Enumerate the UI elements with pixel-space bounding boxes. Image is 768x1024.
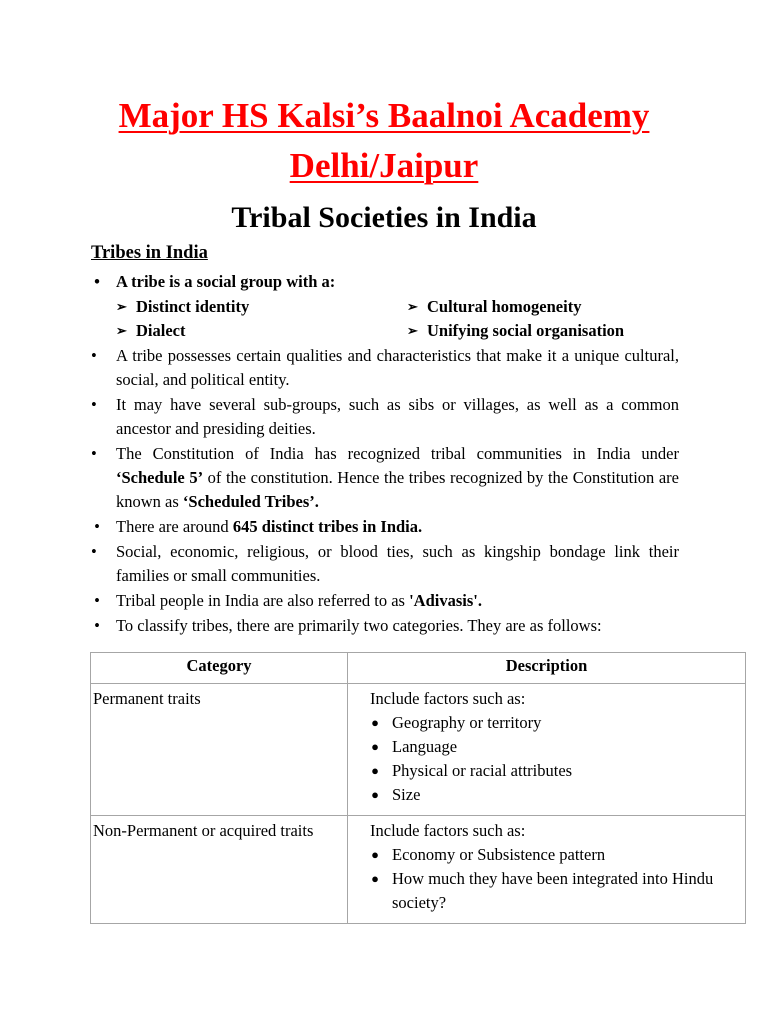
list-item-text: Geography or territory <box>392 713 542 732</box>
bullet-icon: ● <box>371 739 379 754</box>
description-list <box>370 843 743 915</box>
bullet-bold-text: 'Adivasis'. <box>409 591 482 610</box>
document-title: Tribal Societies in India <box>231 201 537 234</box>
list-item-text: How much they have been integrated into Hindu society? <box>392 869 714 912</box>
bullet-bold-text: ‘Scheduled Tribes’. <box>182 492 319 511</box>
bullet-icon: ● <box>371 871 379 886</box>
bullet-text: of the constitution. Hence the tribes recognized by the Constitution are known as <box>116 468 680 511</box>
table-cell-description <box>348 816 746 924</box>
bullet-icon: • <box>91 444 97 463</box>
list-item <box>370 843 743 867</box>
bullet-icon: • <box>91 346 97 365</box>
academy-name: Major HS Kalsi’s Baalnoi Academy <box>118 96 650 135</box>
table-header-row <box>91 653 746 684</box>
bullet-icon: • <box>94 591 100 610</box>
arrow-bullet-icon: ➢ <box>116 323 127 338</box>
list-item <box>370 759 743 783</box>
bullet-bold-text: 645 distinct tribes in India. <box>232 517 423 536</box>
list-item-text: Language <box>392 737 458 756</box>
table-header-description: Description <box>348 653 746 684</box>
list-item-text: Physical or racial attributes <box>392 761 573 780</box>
bullet-text: A tribe possesses certain qualities and characteristics that make it a unique cultural, social, and political entity. <box>116 346 679 389</box>
bullet-icon: • <box>91 395 97 414</box>
table-cell-description <box>348 684 746 816</box>
bullet-icon: • <box>91 542 97 561</box>
table-cell-category: Non-Permanent or acquired traits <box>91 816 348 924</box>
list-item-text: Economy or Subsistence pattern <box>392 845 606 864</box>
tribe-category-table <box>90 652 746 924</box>
sub-bullet-text: Cultural homogeneity <box>427 297 582 316</box>
bullet-item <box>91 589 679 613</box>
bullet-item <box>91 270 679 294</box>
sub-bullet-text: Distinct identity <box>136 297 250 316</box>
bullet-icon: ● <box>371 763 379 778</box>
bullet-text: It may have several sub-groups, such as sibs or villages, as well as a common ancestor and presiding deities. <box>116 395 679 438</box>
table-header-category: Category <box>91 653 348 684</box>
bullet-item <box>91 393 679 441</box>
sub-bullet-text: Dialect <box>136 321 186 340</box>
bullet-icon: • <box>94 517 100 536</box>
description-intro: Include factors such as: <box>370 689 526 708</box>
sub-bullet-item <box>407 319 679 343</box>
arrow-bullet-icon: ➢ <box>116 299 127 314</box>
bullet-item <box>91 614 679 638</box>
list-item <box>370 735 743 759</box>
bullet-list <box>91 270 679 639</box>
table-row <box>91 816 746 924</box>
bullet-text: Social, economic, religious, or blood ties, such as kingship bondage link their families or small communities. <box>116 542 679 585</box>
bullet-text: A tribe is a social group with a: <box>116 272 336 291</box>
sub-bullet-item <box>91 295 407 319</box>
bullet-item <box>91 540 679 588</box>
section-heading: Tribes in India <box>91 243 208 263</box>
sub-bullet-text: Unifying social organisation <box>427 321 625 340</box>
bullet-icon: ● <box>371 847 379 862</box>
table-cell-category: Permanent traits <box>91 684 348 816</box>
sub-bullet-grid <box>91 295 679 343</box>
bullet-icon: ● <box>371 715 379 730</box>
sub-bullet-item <box>91 319 407 343</box>
bullet-bold-text: ‘Schedule 5’ <box>116 468 204 487</box>
bullet-item <box>91 442 679 514</box>
bullet-item <box>91 344 679 392</box>
bullet-icon: ● <box>371 787 379 802</box>
arrow-bullet-icon: ➢ <box>407 299 418 314</box>
bullet-icon: • <box>94 272 100 291</box>
list-item-text: Size <box>392 785 421 804</box>
bullet-icon: • <box>94 616 100 635</box>
description-list <box>370 711 743 807</box>
academy-location: Delhi/Jaipur <box>289 146 479 185</box>
bullet-item <box>91 515 679 539</box>
bullet-text: To classify tribes, there are primarily two categories. They are as follows: <box>116 616 602 635</box>
bullet-text: The Constitution of India has recognized tribal communities in India under <box>116 444 679 463</box>
sub-bullet-item <box>407 295 679 319</box>
arrow-bullet-icon: ➢ <box>407 323 418 338</box>
list-item <box>370 783 743 807</box>
table-row <box>91 684 746 816</box>
description-intro: Include factors such as: <box>370 821 526 840</box>
list-item <box>370 711 743 735</box>
list-item <box>370 867 743 915</box>
bullet-text: Tribal people in India are also referred to as <box>116 591 410 610</box>
bullet-text: There are around <box>116 517 233 536</box>
